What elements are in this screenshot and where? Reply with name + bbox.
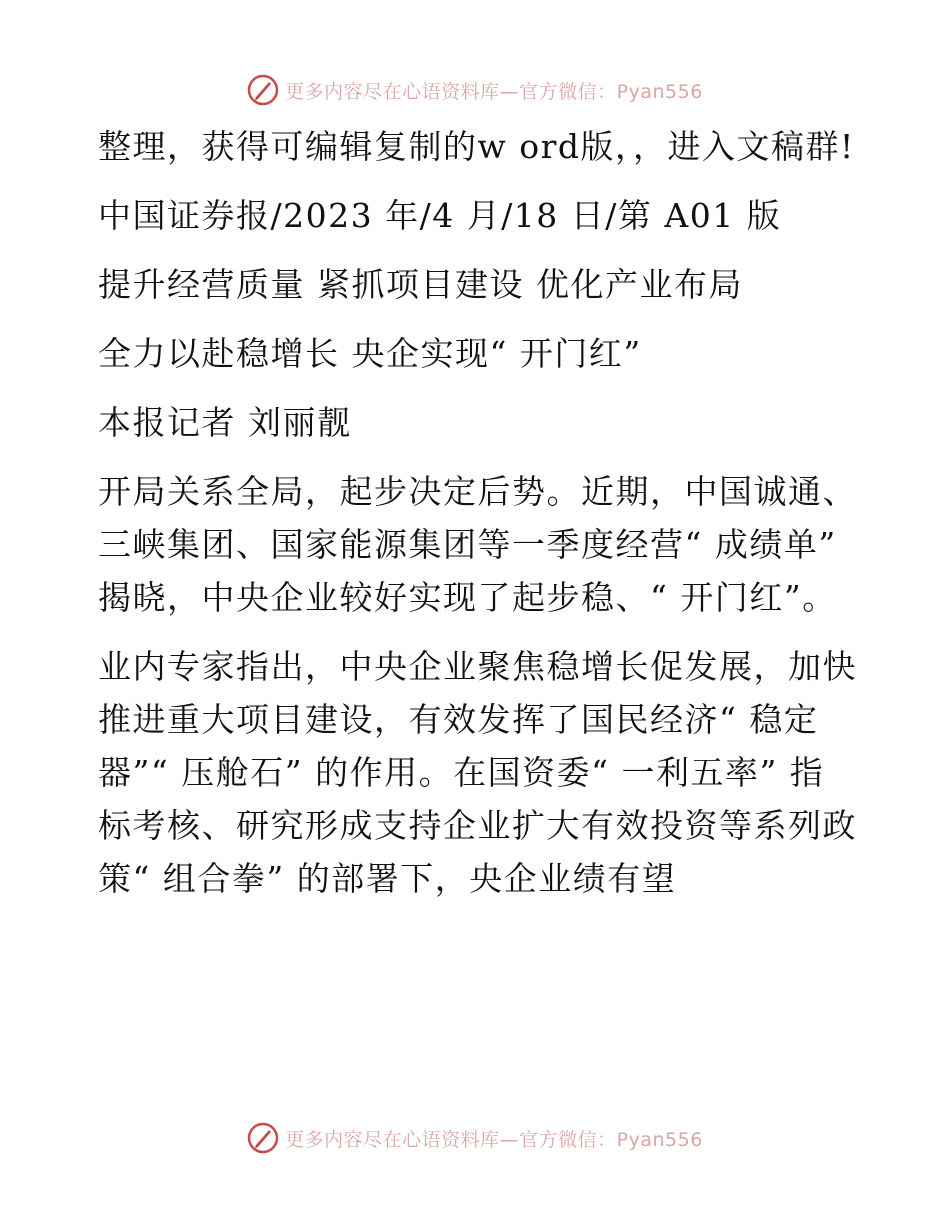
body-paragraph: 业内专家指出，中央企业聚焦稳增长促发展，加快推进重大项目建设，有效发挥了国民经济“ 稳定器”“ 压舱石” 的作用。在国资委“ 一利五率” 指标考核、研究形成支持企业扩大有效投资等系列政策“ 组合拳” 的部署下，央企业绩有望: [98, 647, 857, 898]
quill-logo-icon: [247, 1122, 279, 1154]
headline-title: 全力以赴稳增长 央企实现“ 开门红”: [98, 334, 642, 373]
body-paragraph: 开局关系全局，起步决定后势。近期，中国诚通、三峡集团、国家能源集团等一季度经营“ 成绩单” 揭晓，中央企业较好实现了起步稳、“ 开门红”。: [98, 472, 857, 617]
document-body: [98, 120, 858, 905]
byline: 本报记者 刘丽靓: [98, 403, 352, 442]
watermark-text: 更多内容尽在心语资料库—官方微信：Pyan556: [285, 1128, 703, 1151]
headline-subtitle: 提升经营质量 紧抓项目建设 优化产业布局: [98, 265, 743, 304]
intro-paragraph: 整理，获得可编辑复制的w ord版，，进入文稿群!: [98, 127, 855, 166]
source-line: 中国证券报/2023 年/4 月/18 日/第 A01 版: [98, 196, 782, 235]
watermark-text: 更多内容尽在心语资料库—官方微信：Pyan556: [285, 80, 703, 103]
quill-logo-icon: [247, 74, 279, 106]
footer-watermark: [0, 1118, 950, 1158]
header-watermark: [0, 70, 950, 110]
